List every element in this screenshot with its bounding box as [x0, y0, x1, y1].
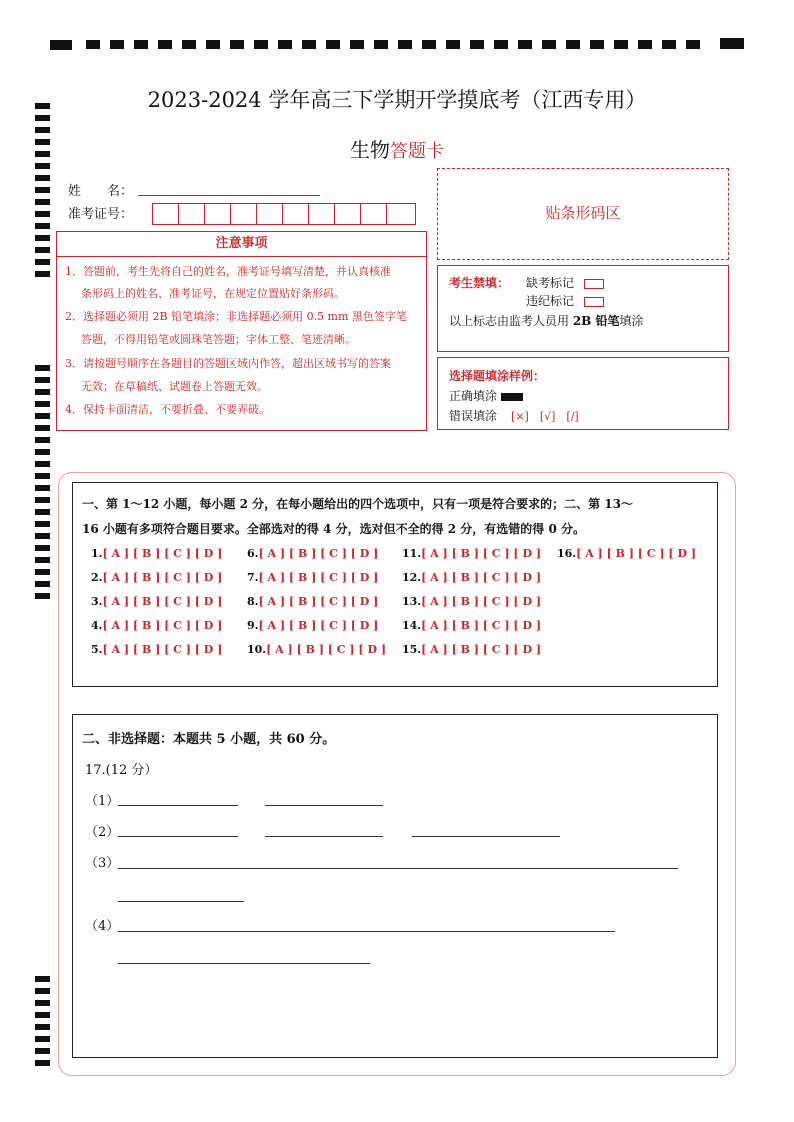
- question-3[interactable]: 3.[ A ] [ B ] [ C ] [ D ]: [91, 595, 223, 608]
- part-1-label: （1）: [85, 794, 120, 809]
- violation-checkbox[interactable]: [584, 297, 604, 307]
- subject-title: [0, 134, 794, 163]
- answer-blank[interactable]: [412, 820, 560, 837]
- id-digit-box[interactable]: [282, 203, 309, 225]
- answer-blank[interactable]: [118, 852, 678, 869]
- answer-blank[interactable]: [118, 789, 238, 806]
- question-7[interactable]: 7.[ A ] [ B ] [ C ] [ D ]: [247, 571, 379, 584]
- notice-item: 3．请按题号顺序在各题目的答题区域内作答，超出区域书写的答案: [65, 357, 391, 370]
- notice-item: 答题，不得用铅笔或圆珠笔答题；字体工整、笔迹清晰。: [81, 333, 356, 346]
- exam-id-label: 准考证号：: [68, 207, 134, 222]
- prohibit-label: 考生禁填：: [449, 276, 510, 290]
- notice-item: 2．选择题必须用 2B 铅笔填涂；非选择题必须用 0.5 mm 黑色签字笔: [65, 310, 407, 323]
- id-digit-box[interactable]: [256, 203, 283, 225]
- question-9[interactable]: 9.[ A ] [ B ] [ C ] [ D ]: [247, 619, 379, 632]
- notice-title: 注意事项: [57, 232, 426, 257]
- question-10[interactable]: 10.[ A ] [ B ] [ C ] [ D ]: [247, 643, 387, 656]
- part-4-label: （4）: [85, 919, 120, 934]
- part-3-label: （3）: [85, 856, 120, 871]
- question-11[interactable]: 11.[ A ] [ B ] [ C ] [ D ]: [402, 547, 542, 560]
- wrong-marks: [×] [√] [/]: [511, 410, 579, 423]
- correct-sample: 正确填涂: [449, 387, 523, 404]
- question-16[interactable]: 16.[ A ] [ B ] [ C ] [ D ]: [557, 547, 697, 560]
- id-digit-box[interactable]: [152, 203, 179, 225]
- name-field[interactable]: [138, 181, 320, 196]
- id-digit-box[interactable]: [230, 203, 257, 225]
- violation-mark: [526, 292, 604, 309]
- name-label: 姓 名：: [68, 184, 134, 199]
- absent-checkbox[interactable]: [584, 279, 604, 289]
- answer-blank[interactable]: [265, 820, 383, 837]
- question-14[interactable]: 14.[ A ] [ B ] [ C ] [ D ]: [402, 619, 542, 632]
- wrong-sample: 错误填涂 [×] [√] [/]: [449, 409, 579, 423]
- prohibit-note: 以上标志由监考人员用 2B 铅笔填涂: [449, 314, 644, 328]
- question-6[interactable]: 6.[ A ] [ B ] [ C ] [ D ]: [247, 547, 379, 560]
- question-8[interactable]: 8.[ A ] [ B ] [ C ] [ D ]: [247, 595, 379, 608]
- choice-instructions-1: 一、第 1～12 小题，每小题 2 分，在每小题给出的四个选项中，只有一项是符合要求的；二、第 13～: [82, 497, 633, 511]
- question-5[interactable]: 5.[ A ] [ B ] [ C ] [ D ]: [91, 643, 223, 656]
- card-label: 答题卡: [390, 141, 444, 162]
- id-digit-box[interactable]: [360, 203, 387, 225]
- question-2[interactable]: 2.[ A ] [ B ] [ C ] [ D ]: [91, 571, 223, 584]
- answer-blank[interactable]: [118, 885, 244, 902]
- question-12[interactable]: 12.[ A ] [ B ] [ C ] [ D ]: [402, 571, 542, 584]
- absent-mark: [526, 274, 604, 291]
- notice-item: 无效；在草稿纸、试题卷上答题无效。: [81, 380, 268, 393]
- question-17-title: 17.(12 分）: [85, 763, 158, 778]
- answer-blank[interactable]: [118, 947, 370, 964]
- id-digit-box[interactable]: [204, 203, 231, 225]
- fill-sample-box: [437, 357, 729, 430]
- choice-section: [72, 482, 718, 687]
- barcode-area: 贴条形码区: [437, 168, 729, 260]
- violation-label: 违纪标记: [526, 294, 575, 308]
- notice-item: 1．答题前，考生先将自己的姓名，准考证号填写清楚，并认真核准: [65, 265, 391, 278]
- question-1[interactable]: 1.[ A ] [ B ] [ C ] [ D ]: [91, 547, 223, 560]
- part-2-label: （2）: [85, 825, 120, 840]
- notice-item: 4．保持卡面清洁，不要折叠、不要弄破。: [65, 403, 270, 416]
- notice-item: 条形码上的姓名、准考证号，在规定位置贴好条形码。: [81, 287, 345, 300]
- question-13[interactable]: 13.[ A ] [ B ] [ C ] [ D ]: [402, 595, 542, 608]
- answer-blank[interactable]: [118, 820, 238, 837]
- written-section-title: 二、非选择题：本题共 5 小题，共 60 分。: [82, 732, 336, 747]
- id-digit-box[interactable]: [334, 203, 361, 225]
- subject-name: 生物: [350, 138, 390, 162]
- prohibit-box: [437, 265, 729, 352]
- written-section: [72, 714, 718, 1058]
- sample-title: 选择题填涂样例：: [449, 369, 546, 383]
- id-digit-box[interactable]: [386, 203, 416, 225]
- filled-mark-icon: [501, 393, 523, 401]
- absent-label: 缺考标记: [526, 276, 575, 290]
- answer-blank[interactable]: [265, 789, 383, 806]
- choice-instructions-2: 16 小题有多项符合题目要求。全部选对的得 4 分，选对但不全的得 2 分，有选错的得 0 分。: [82, 522, 585, 536]
- id-digit-box[interactable]: [308, 203, 335, 225]
- exam-title: 2023-2024 学年高三下学期开学摸底考（江西专用）: [147, 88, 647, 112]
- question-4[interactable]: 4.[ A ] [ B ] [ C ] [ D ]: [91, 619, 223, 632]
- answer-blank[interactable]: [118, 915, 615, 932]
- notice-box: [56, 231, 427, 431]
- id-digit-box[interactable]: [178, 203, 205, 225]
- question-15[interactable]: 15.[ A ] [ B ] [ C ] [ D ]: [402, 643, 542, 656]
